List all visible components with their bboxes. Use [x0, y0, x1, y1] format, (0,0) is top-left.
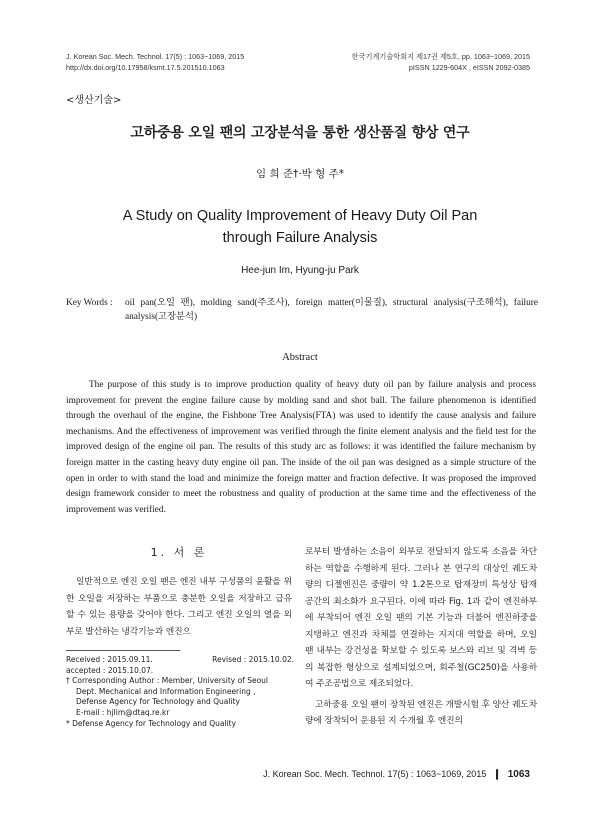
abstract-body: The purpose of this study is to improve production quality of heavy duty oil pan by failure analysis and process improvement for prevent the engine failure cause by molding sand and shot ball. The failure phenomenon is identified through the overhaul of the engine, the Fishbone Tree Analysis(FTA) was used to identify the cause analysis and failure mechanisms. And the effectiveness of improvement was verified through the finite element analysis and the field test for the improved design of the engine oil pan. The results of this study arc as follows: it was identified the failure mechanism by foreign matter in the casting heavy duty engine oil pan. The inside of the oil pan was designed as a simple structure of the open in order to with stand the load and minimize the foreign matter and fraction defective. It was proposed the improved design framework consider to meet the robustness and quality of production at the same time and the effectiveness of the improvement was verified. [66, 380, 536, 515]
corresponding-agency: Defense Agency for Technology and Quality [76, 697, 240, 707]
issn: pISSN 1229-604X , eISSN 2092-0385 [408, 62, 530, 72]
page-title-english [0, 205, 600, 249]
page-title-korean: 고하중용 오일 팬의 고장분석을 통한 생산품질 향상 연구 [130, 125, 470, 141]
footer-citation: J. Korean Soc. Mech. Technol. 17(5) : 1063~1069, 2015 [263, 769, 487, 779]
section-heading-introduction: 1. 서 론 [150, 546, 208, 559]
journal-header-right [352, 52, 530, 73]
footnotes [66, 655, 294, 729]
email-link[interactable]: E-mail : hjlim@dtaq.re.kr [76, 707, 170, 717]
page-number: 1063 [507, 769, 530, 780]
journal-header-left [66, 52, 244, 73]
journal-citation: J. Korean Soc. Mech. Technol. 17(5) : 1063~1069, 2015 [66, 52, 245, 61]
received-date: Received : 2015.09.11. [66, 655, 153, 664]
page-footer [263, 769, 530, 780]
revised-date: Revised : 2015.10.02. [212, 655, 294, 664]
corresponding-department: Dept. Mechanical and Information Engineering , [76, 686, 256, 696]
keywords-label: Key Words : [66, 298, 113, 308]
footnote-divider [66, 650, 180, 651]
keywords-text: oil pan(오일 팬), molding sand(주조사), foreign matter(이물질), structural analysis(구조해석), failure analysis(고장분석) [125, 298, 538, 322]
left-column [66, 544, 292, 640]
doi-link[interactable]: http://dx.doi.org/10.17958/ksmt.17.5.201510.1063 [66, 62, 225, 72]
abstract-heading: Abstract [282, 352, 318, 363]
accepted-date: accepted : 2015.10.07. [66, 665, 154, 675]
section-tag: <생산기술> [66, 95, 122, 106]
body-paragraph: 로부터 발생하는 소음이 외부로 전달되지 않도록 소음을 차단하는 역할을 수행하게 된다. 그러나 본 연구의 대상인 궤도차량의 디젤엔진은 중량이 약 1.2톤으로 탑재장비 특성상 탑재공간의 최소화가 요구된다. 이에 따라 Fig. 1과 같이 엔진하부에 부착되어 엔진 오일 팬의 기본 기능과 더불어 엔진하중을 지탱하고 엔진과 차체를 연결하는 지지대 역할을 하며, 오일 팬 내부는 강건성을 확보할 수 있도록 보스와 리브 및 격벽 등의 복잡한 형상으로 설계되었으며, 회주철(GC250)을 사용하여 주조공법으로 제조되었다. [305, 547, 537, 689]
keywords [66, 297, 538, 324]
body-paragraph: 고하중용 오일 팬이 장착된 엔진은 개발시험 후 양산 궤도차량에 장착되어 운용된 지 수개월 후 엔진의 [305, 699, 537, 726]
journal-citation-korean: 한국기계기술학회지 제17권 제5호, pp. 1063~1069, 2015 [351, 52, 530, 61]
authors-english: Hee-jun Im, Hyung-ju Park [241, 265, 359, 276]
title-english-line1: A Study on Quality Improvement of Heavy Duty Oil Pan [122, 208, 478, 224]
body-paragraph: 일반적으로 엔진 오일 팬은 엔진 내부 구성품의 윤활을 위한 오일을 저장하는 부품으로 충분한 오일을 저장하고 급유 할 수 있는 용량을 갖어야 한다. 그리고 엔진 오일의 열을 외부로 발산하는 냉각기능과 엔진으 [66, 577, 292, 637]
authors-korean: 임 희 준†·박 형 주* [255, 168, 345, 180]
title-english-line2: through Failure Analysis [222, 230, 378, 246]
right-column [305, 544, 537, 730]
coauthor-affiliation: * Defense Agency for Technology and Quality [66, 718, 237, 728]
footer-separator: ❙ [492, 769, 502, 780]
corresponding-author: † Corresponding Author : Member, University of Seoul [66, 676, 268, 686]
footnote-dates [66, 655, 294, 666]
